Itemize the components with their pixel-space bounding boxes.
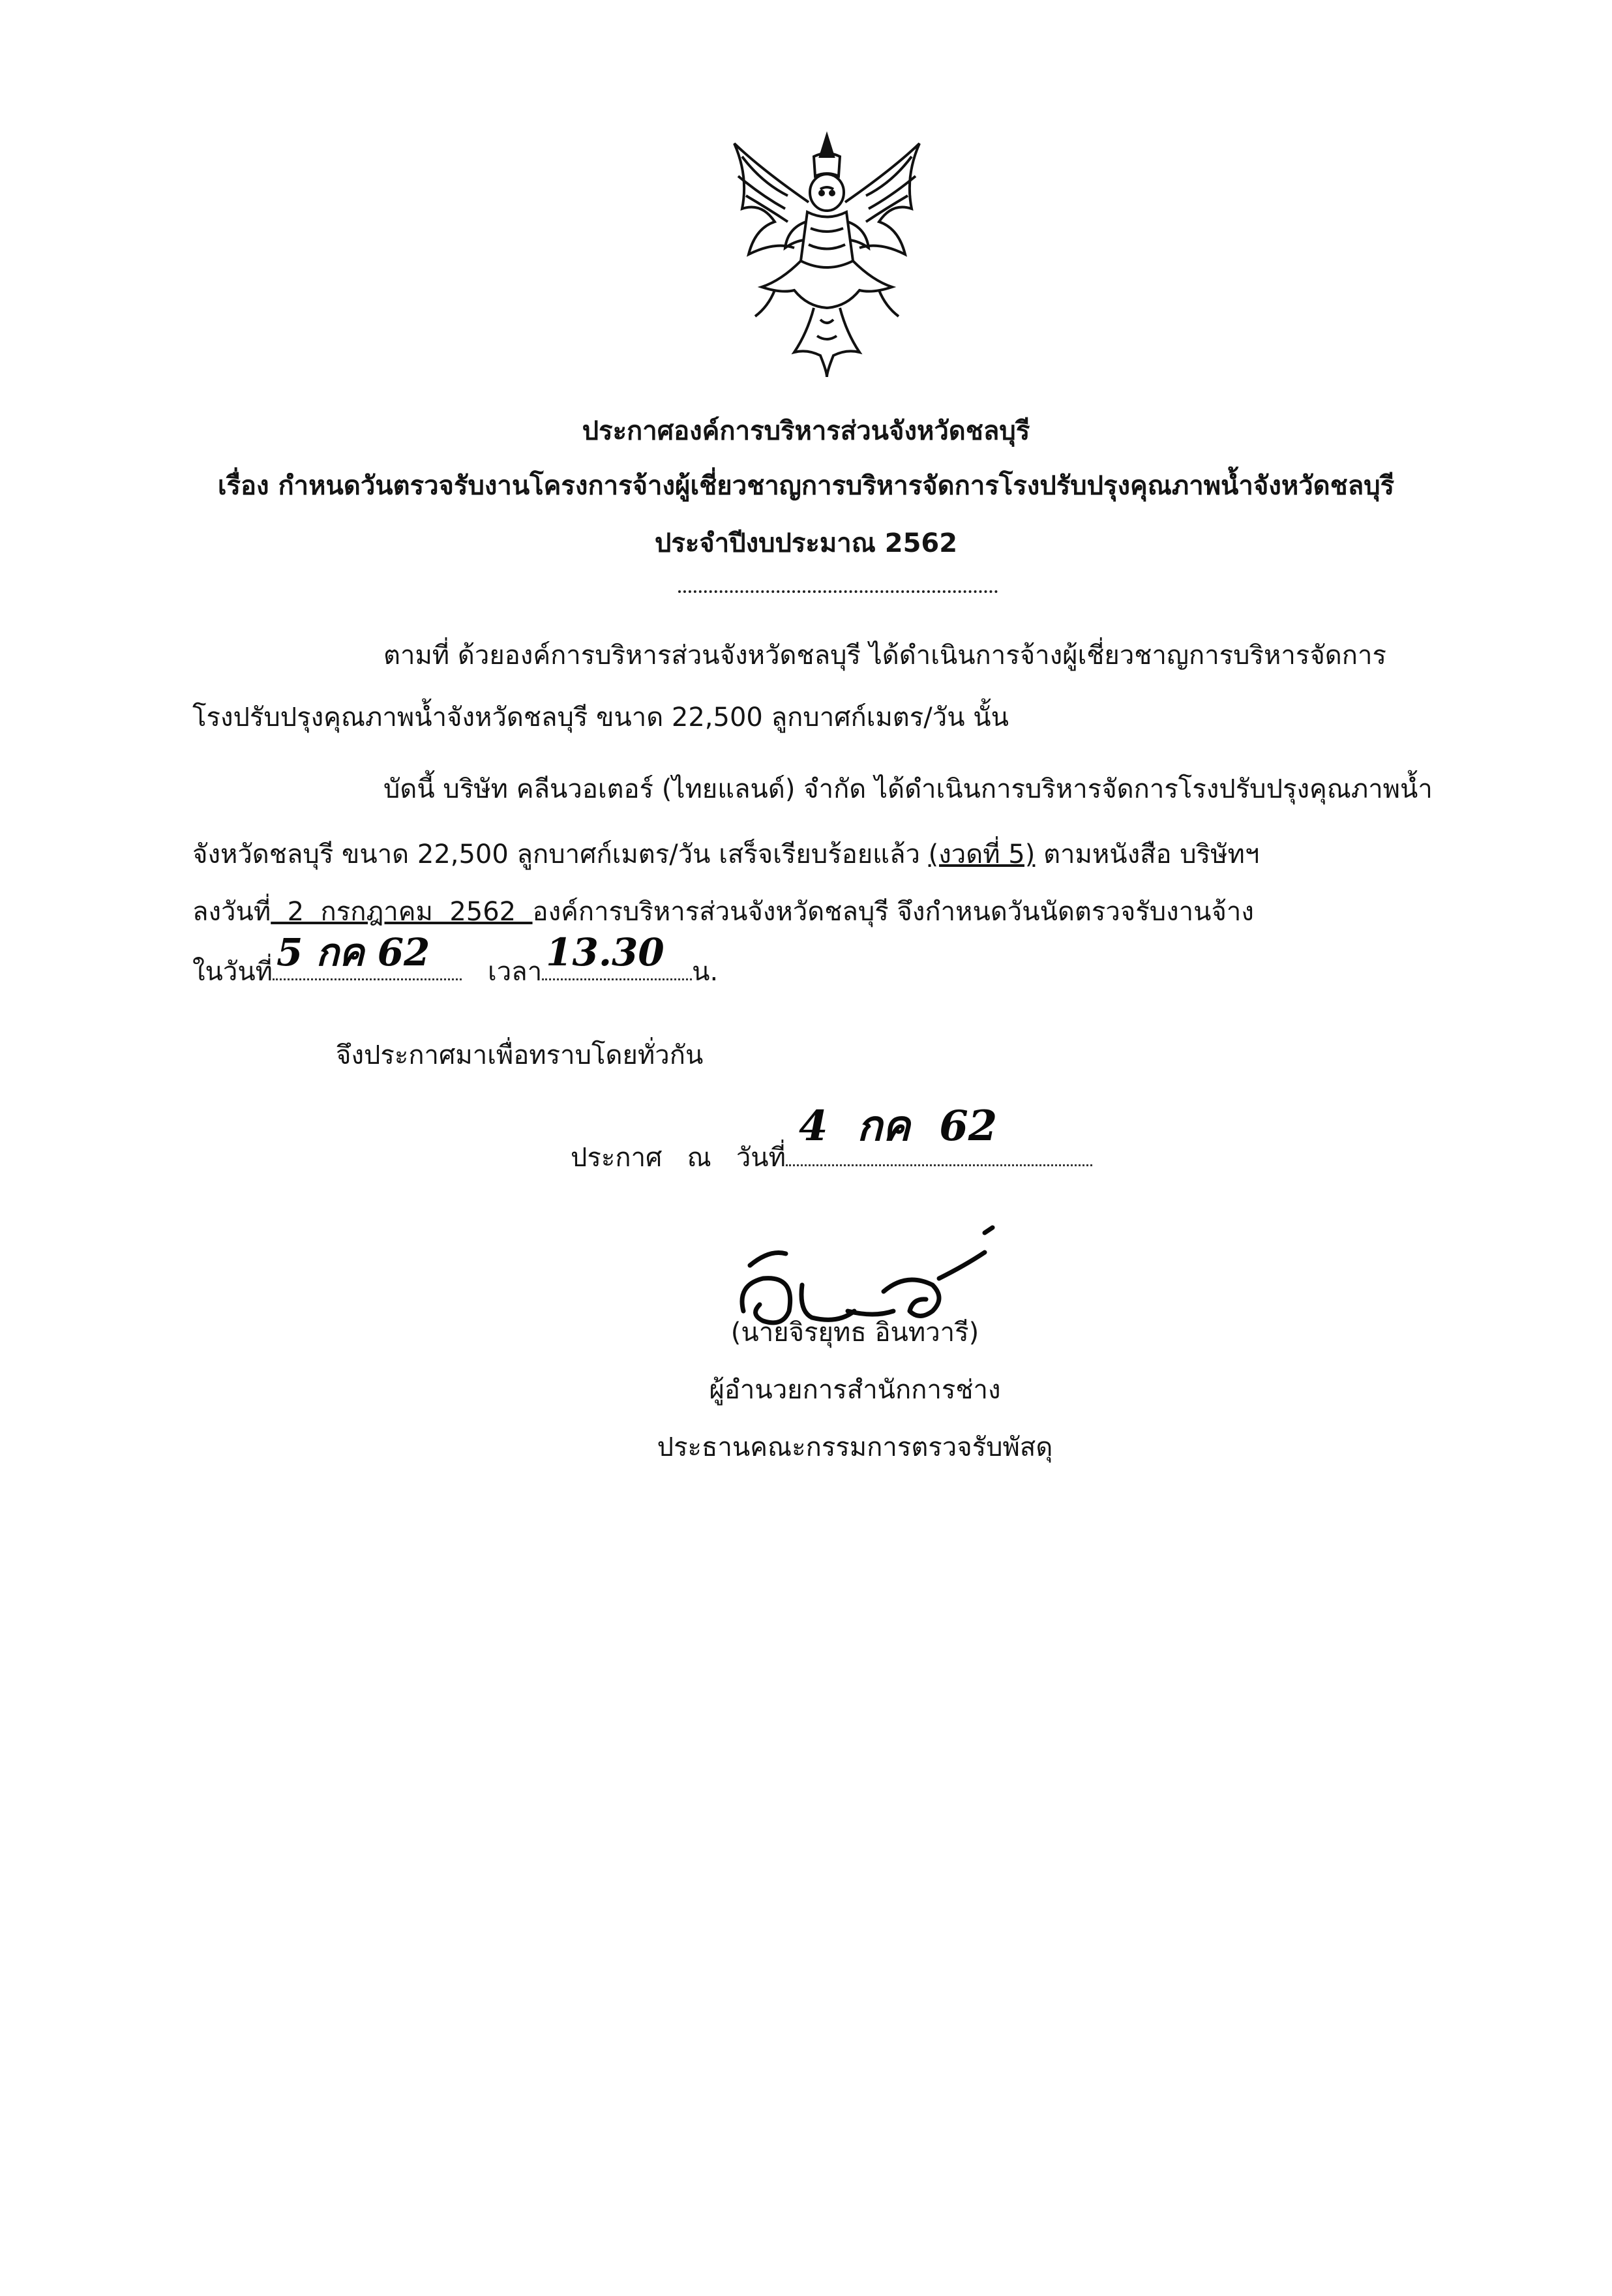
signatory-name: (นายจิรยุทธ อินทวารี) — [730, 1318, 979, 1348]
inspection-date-handwritten: 5 กค 62 — [276, 930, 430, 974]
inspection-date-label: ในวันที่ — [192, 957, 273, 987]
announcement-date-field — [786, 1102, 1092, 1166]
dotted-separator — [678, 590, 998, 593]
closing-statement: จึงประกาศมาเพื่อทราบโดยทั่วกัน — [336, 1040, 704, 1070]
announcement-date-label: ประกาศ ณ วันที่ — [571, 1143, 786, 1173]
letter-date-label: ลงวันที่ — [192, 897, 271, 927]
inspection-date-field — [273, 930, 462, 980]
announcement-date-line — [571, 1102, 1092, 1177]
paragraph-2-line-1: บัดนี้ บริษัท คลีนวอเตอร์ (ไทยแลนด์) จำกัด ได้ดำเนินการบริหารจัดการโรงปรับปรุงคุณภาพน้ำ — [383, 774, 1433, 804]
fiscal-year: ประจำปีงบประมาณ 2562 — [654, 528, 958, 558]
installment-number: (งวดที่ 5) — [928, 839, 1036, 869]
paragraph-2-line-2-post: ตามหนังสือ บริษัทฯ — [1035, 839, 1260, 869]
time-unit: น. — [692, 957, 719, 987]
paragraph-2-line-2 — [192, 835, 1259, 874]
letter-date: 2 กรกฎาคม 2562 — [271, 897, 533, 927]
garuda-emblem-icon — [723, 130, 931, 378]
announcement-title: ประกาศองค์การบริหารส่วนจังหวัดชลบุรี — [582, 416, 1030, 446]
paragraph-2-line-2-pre: จังหวัดชลบุรี ขนาด 22,500 ลูกบาศก์เมตร/วัน เสร็จเรียบร้อยแล้ว — [192, 839, 929, 869]
inspection-schedule-line — [192, 930, 719, 991]
announcement-date-handwritten: 4 กค 62 — [799, 1102, 998, 1151]
paragraph-1-line-2: โรงปรับปรุงคุณภาพน้ำจังหวัดชลบุรี ขนาด 22,500 ลูกบาศก์เมตร/วัน นั้น — [192, 702, 1009, 733]
inspection-time-label: เวลา — [488, 957, 543, 987]
paragraph-2-line-3-post: องค์การบริหารส่วนจังหวัดชลบุรี จึงกำหนดวันนัดตรวจรับงานจ้าง — [532, 897, 1254, 927]
paragraph-2-line-3 — [192, 892, 1254, 931]
announcement-subject: เรื่อง กำหนดวันตรวจรับงานโครงการจ้างผู้เชี่ยวชาญการบริหารจัดการโรงปรับปรุงคุณภาพน้ำจังหวัดชลบุรี — [217, 471, 1395, 501]
paragraph-1-line-1: ตามที่ ด้วยองค์การบริหารส่วนจังหวัดชลบุรี ได้ดำเนินการจ้างผู้เชี่ยวชาญการบริหารจัดการ — [383, 641, 1386, 671]
signatory-position: ผู้อำนวยการสำนักการช่าง — [709, 1375, 1001, 1405]
inspection-time-field — [542, 930, 692, 980]
signatory-role: ประธานคณะกรรมการตรวจรับพัสดุ — [657, 1432, 1053, 1462]
inspection-time-handwritten: 13.30 — [546, 930, 664, 974]
